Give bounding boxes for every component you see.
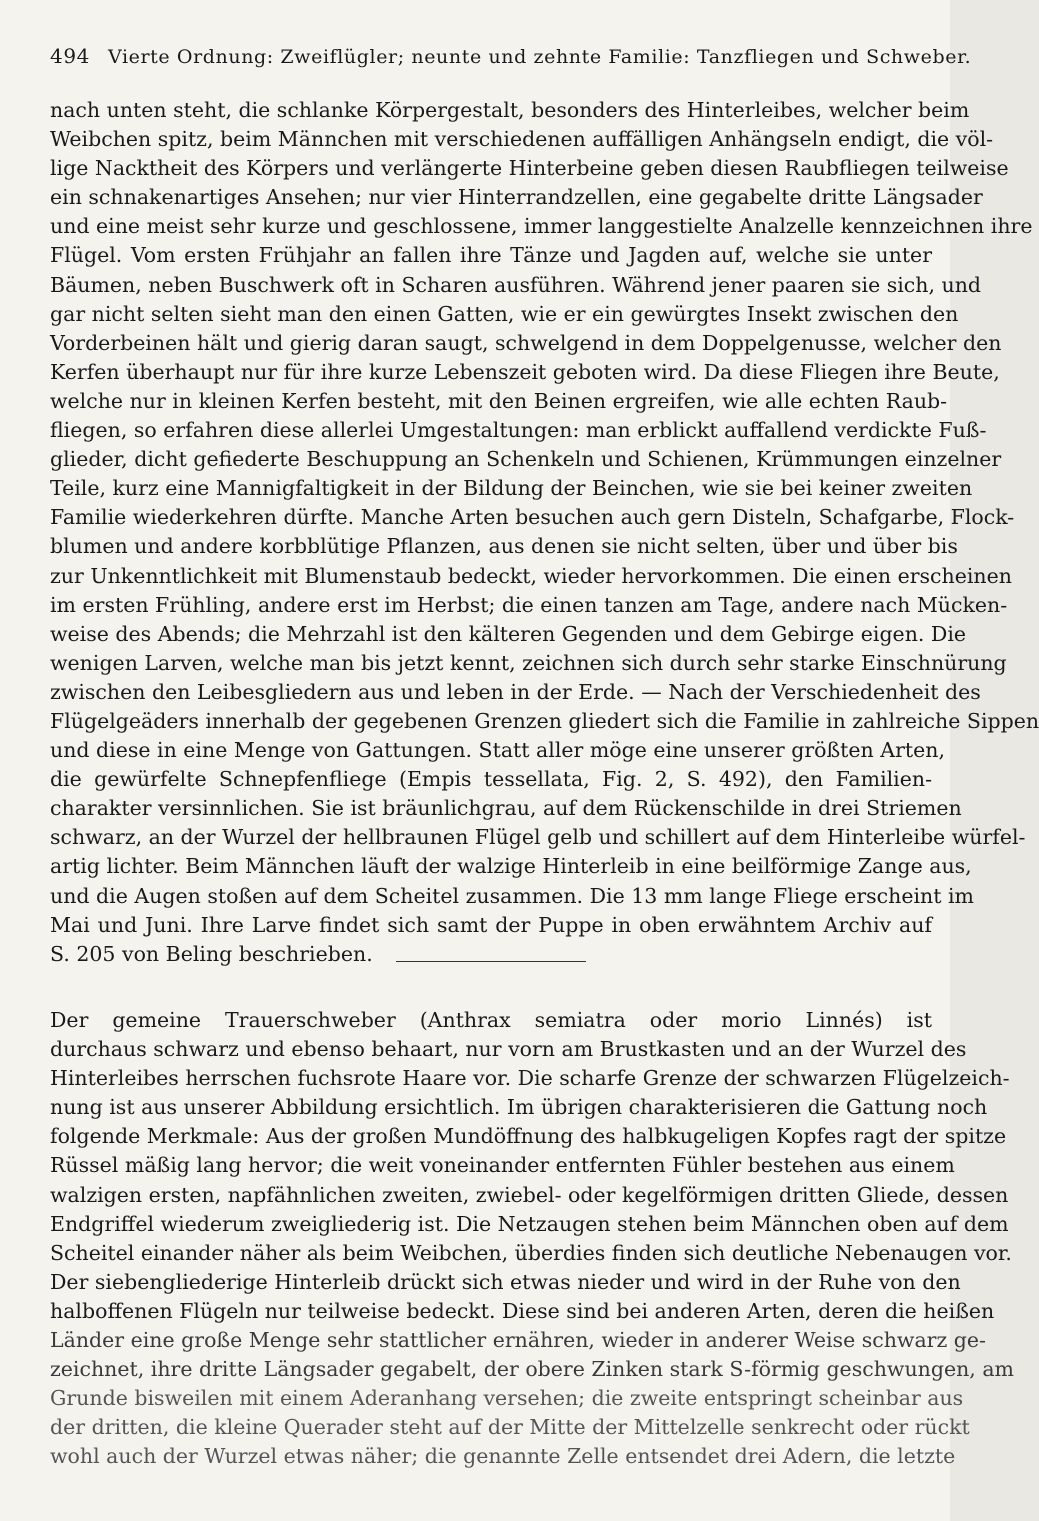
text-line: glieder, dicht gefiederte Beschuppung an Schenkeln und Schienen, Krümmungen einzelner <box>50 447 1002 472</box>
text-line: und die Augen stoßen auf dem Scheitel zusammen. Die 13 mm lange Fliege erscheint im <box>50 883 974 908</box>
text-line: und eine meist sehr kurze und geschlossene, immer langgestielte Analzelle kennzeichnen ihre <box>50 214 1033 239</box>
text-line: zur Unkenntlichkeit mit Blumenstaub bedeckt, wieder hervorkommen. Die einen erscheinen <box>50 563 1012 588</box>
text-line: Grunde bisweilen mit einem Aderanhang versehen; die zweite entspringt scheinbar aus <box>50 1386 964 1411</box>
paragraph-tanzfliegen <box>50 96 1039 969</box>
text-line: Flügel. Vom ersten Frühjahr an fallen ihre Tänze und Jagden auf, welche sie unter <box>50 243 932 268</box>
text-line: Vorderbeinen hält und gierig daran saugt, schwelgend in dem Doppelgenusse, welcher den <box>50 330 1002 355</box>
text-line: die gewürfelte Schnepfenfliege (Empis tessellata, Fig. 2, S. 492), den Familien- <box>50 767 932 792</box>
text-line: Rüssel mäßig lang hervor; die weit voneinander entfernten Fühler bestehen aus einem <box>50 1153 955 1178</box>
text-line: fliegen, so erfahren diese allerlei Umgestaltungen: man erblickt auffallend verdickte Fuß- <box>50 418 987 443</box>
text-line: halboffenen Flügeln nur teilweise bedeckt. Diese sind bei anderen Arten, deren die heißen <box>50 1298 995 1323</box>
text-line: nung ist aus unserer Abbildung ersichtlich. Im übrigen charakterisieren die Gattung noch <box>50 1095 988 1120</box>
text-line: Kerfen überhaupt nur für ihre kurze Lebenszeit geboten wird. Da diese Fliegen ihre Beute, <box>50 359 1000 384</box>
text-line: Scheitel einander näher als beim Weibchen, überdies finden sich deutliche Nebenaugen vor. <box>50 1240 1012 1265</box>
text-line: artig lichter. Beim Männchen läuft der walzige Hinterleib in eine beilförmige Zange aus, <box>50 854 972 879</box>
text-line: charakter versinnlichen. Sie ist bräunlichgrau, auf dem Rückenschilde in drei Striemen <box>50 796 962 821</box>
text-line: wohl auch der Wurzel etwas näher; die genannte Zelle entsendet drei Adern, die letzte <box>50 1444 956 1469</box>
text-line: Familie wiederkehren dürfte. Manche Arten besuchen auch gern Disteln, Schafgarbe, Flock- <box>50 505 1015 530</box>
text-line: ein schnakenartiges Ansehen; nur vier Hinterrandzellen, eine gegabelte dritte Längsader <box>50 185 983 210</box>
text-line: zeichnet, ihre dritte Längsader gegabelt, der obere Zinken stark S-förmig geschwungen, am <box>50 1357 1015 1382</box>
paragraph-trauerschweber <box>50 1006 1015 1472</box>
page-header <box>50 44 972 68</box>
text-line: wenigen Larven, welche man bis jetzt kennt, zeichnen sich durch sehr starke Einschnürung <box>50 650 1007 675</box>
text-line: Der siebengliederige Hinterleib drückt sich etwas nieder und wird in der Ruhe von den <box>50 1269 961 1294</box>
text-line: lige Nacktheit des Körpers und verlängerte Hinterbeine geben diesen Raubfliegen teilweise <box>50 156 1009 181</box>
text-line: und diese in eine Menge von Gattungen. Statt aller möge eine unserer größten Arten, <box>50 738 945 763</box>
text-line: durchaus schwarz und ebenso behaart, nur vorn am Brustkasten und an der Wurzel des <box>50 1037 967 1062</box>
text-line: Der gemeine Trauerschweber (Anthrax semiatra oder morio Linnés) ist <box>50 1008 932 1032</box>
text-line: Mai und Juni. Ihre Larve findet sich samt der Puppe in oben erwähntem Archiv auf <box>50 912 932 937</box>
text-line: zwischen den Leibesgliedern aus und leben in der Erde. — Nach der Verschiedenheit des <box>50 679 981 704</box>
text-line: folgende Merkmale: Aus der großen Mundöffnung des halbkugeligen Kopfes ragt der spitze <box>50 1124 1007 1149</box>
text-line: Bäumen, neben Buschwerk oft in Scharen ausführen. Während jener paaren sie sich, und <box>50 272 982 297</box>
text-line: der dritten, die kleine Querader steht auf der Mitte der Mittelzelle senkrecht oder rückt <box>50 1415 970 1440</box>
text-line: Teile, kurz eine Mannigfaltigkeit in der Bildung der Beinchen, wie sie bei keiner zweiten <box>50 476 973 501</box>
text-line: Weibchen spitz, beim Männchen mit verschiedenen auffälligen Anhängseln endigt, die völ- <box>50 127 994 152</box>
text-line: Hinterleibes herrschen fuchsrote Haare vor. Die scharfe Grenze der schwarzen Flügelzeich- <box>50 1066 1010 1091</box>
page-number: 494 <box>50 44 90 68</box>
text-line: blumen und andere korbblütige Pflanzen, aus denen sie nicht selten, über und über bis <box>50 534 958 559</box>
text-line: weise des Abends; die Mehrzahl ist den kälteren Gegenden und dem Gebirge eigen. Die <box>50 621 967 646</box>
text-line: schwarz, an der Wurzel der hellbraunen Flügel gelb und schillert auf dem Hinterleibe würfel- <box>50 825 1026 850</box>
section-divider <box>396 961 586 962</box>
text-line: gar nicht selten sieht man den einen Gatten, wie er ein gewürgtes Insekt zwischen den <box>50 301 959 326</box>
text-line: Endgriffel wiederum zweigliederig ist. Die Netzaugen stehen beim Männchen oben auf dem <box>50 1211 1009 1236</box>
text-line: welche nur in kleinen Kerfen besteht, mit den Beinen ergreifen, wie alle echten Raub- <box>50 388 948 413</box>
running-head: Vierte Ordnung: Zweiflügler; neunte und zehnte Familie: Tanzfliegen und Schweber. <box>107 46 972 68</box>
text-line: walzigen ersten, napfähnlichen zweiten, zwiebel- oder kegelförmigen dritten Gliede, dessen <box>50 1182 1009 1207</box>
text-line: S. 205 von Beling beschrieben. <box>50 941 373 966</box>
text-line: nach unten steht, die schlanke Körpergestalt, besonders des Hinterleibes, welcher beim <box>50 98 970 122</box>
text-line: Flügelgeäders innerhalb der gegebenen Grenzen gliedert sich die Familie in zahlreiche Sippen <box>50 708 1039 733</box>
text-line: Länder eine große Menge sehr stattlicher ernähren, wieder in anderer Weise schwarz ge- <box>50 1328 986 1353</box>
text-line: im ersten Frühling, andere erst im Herbst; die einen tanzen am Tage, andere nach Mücken- <box>50 592 1008 617</box>
